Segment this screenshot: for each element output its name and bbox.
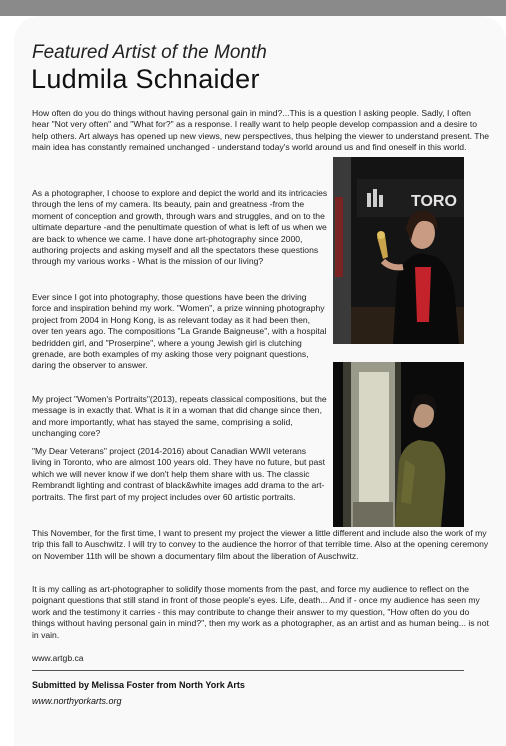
- org-website[interactable]: www.northyorkarts.org: [32, 696, 122, 706]
- paragraph-womens-portraits: My project "Women's Portraits"(2013), repeats classical compositions, but the message is in exactly that. What is it in a woman that did change since then, and more importantly, what has stayed the same, comprising a solid, unchanging core?: [32, 394, 327, 439]
- footer-divider: [32, 670, 464, 671]
- paragraph-veterans: "My Dear Veterans" project (2014-2016) about Canadian WWII veterans living in Toronto, who are almost 100 years old. They have no future, but past which we will never know if we don't help them share with us. The classic Rembrandt lighting and contrast of black&white images add drama to the art-portraits. The first part of my project includes over 60 artistic portraits.: [32, 446, 325, 502]
- paragraph-photographer: As a photographer, I choose to explore and depict the world and its intricacies through the lens of my camera. Its beauty, pain and greatness -from the moment of conception and growth, through wars and struggles, and on to the ultimate departure -and the penultimate question of what is left of us when we are back to whence we came. I have done art-photography since 2000, authoring projects and asking myself and all the spectators these questions through my various works - What is the mission of our living?: [32, 188, 328, 267]
- artist-website[interactable]: www.artgb.ca: [32, 653, 84, 663]
- toronto-sign-text: TORO: [411, 193, 457, 210]
- doorway-photo-graphic: [333, 362, 464, 527]
- paragraph-inspiration: Ever since I got into photography, those questions have been the driving force and inspiration behind my work. "Women", a prize winning photography project from 2004 in Hong Kong, is as relevant today as it had been then, over ten years ago. The compositions "La Grande Baigneuse", with a hospital bedridden girl, and "Proserpine", where a young Jewish girl is clutching grenade, are both examples of my asking those very poignant questions, daring the observer to answer.: [32, 292, 327, 371]
- artist-doorway-photo: [333, 362, 464, 527]
- top-bar: [0, 0, 506, 16]
- paragraph-intro: How often do you do things without having personal gain in mind?...This is a question I asking people. Sadly, I often hear "Not very often" and "What for?" as a response. I really want to help people develop compassion and a desire to help others. Art always has opened up new views, new perspectives, thus helping the viewer to understand present. The main idea has constantly remained unchanged - understand today's world around us and find oneself in this world.: [32, 108, 490, 153]
- submission-credit: Submitted by Melissa Foster from North York Arts: [32, 680, 245, 690]
- award-photo-graphic: [333, 157, 464, 344]
- artist-award-photo: [333, 157, 464, 344]
- paragraph-calling: It is my calling as art-photographer to solidify those moments from the past, and force my audience to reflect on the poignant questions that still stand in front of those people's eyes. Life, death... And if - once my audience has seen my work and the testimony it carries - this may contribute to change their answer to my question, "How often do you do things without having personal gain in mind?", then my work as a photographer, as an artist and as human being... is not in vain.: [32, 584, 489, 640]
- artist-name: Ludmila Schnaider: [31, 64, 260, 94]
- section-kicker: Featured Artist of the Month: [32, 42, 267, 63]
- paragraph-november: This November, for the first time, I want to present my project the viewer a little different and include also the work of my trip this fall to Auschwitz. I will try to convey to the audience the horror of that terrible time. Also at the opening ceremony on November 11th will be shown a documentary film about the liberation of Auschwitz.: [32, 528, 489, 561]
